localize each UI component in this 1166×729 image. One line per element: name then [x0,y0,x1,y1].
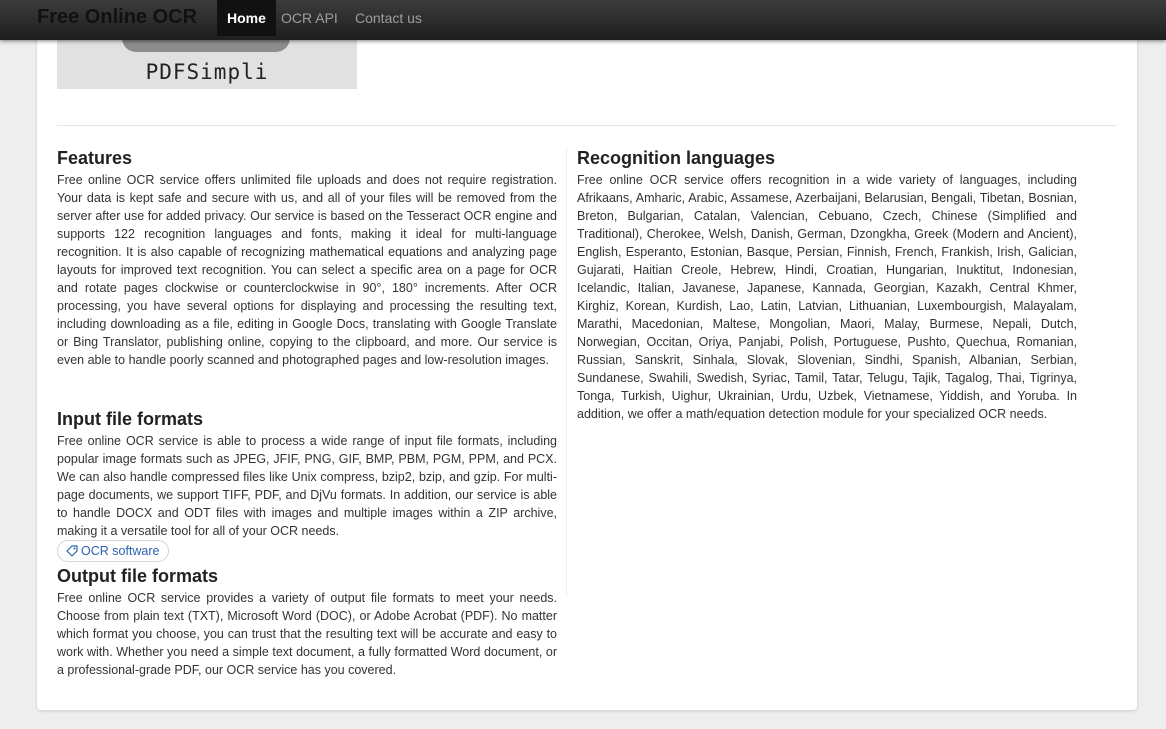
features-heading: Features [57,148,133,168]
nav-ocr-api[interactable]: OCR API [281,10,338,26]
languages-text: Free online OCR service offers recognition in a wide variety of languages, including Afrikaans, Amharic, Arabic, Assamese, Azerbaijani, Belarusian, Bengali, Tibetan, Bosnian, Breton, Bulgarian, Catalan, Valencian, Cebuano, Czech, Chinese (Simplified and Traditional), Cherokee, Welsh, Danish, German, Dzongkha, Greek (Modern and Ancient), English, Esperanto, Estonian, Basque, Persian, Finnish, French, Frankish, Irish, Galician, Gujarati, Haitian Creole, Hebrew, Hindi, Croatian, Hungarian, Inuktitut, Indonesian, Icelandic, Italian, Javanese, Japanese, Kannada, Georgian, Kazakh, Central Khmer, Kirghiz, Korean, Kurdish, Lao, Latin, Latvian, Lithuanian, Luxembourgish, Malayalam, Marathi, Macedonian, Maltese, Mongolian, Maori, Malay, Burmese, Nepali, Dutch, Norwegian, Occitan, Oriya, Panjabi, Polish, Portuguese, Pushto, Quechua, Romanian, Russian, Sanskrit, Sinhala, Slovak, Slovenian, Sindhi, Spanish, Albanian, Serbian, Sundanese, Swahili, Swedish, Syriac, Tamil, Tatar, Telugu, Tajik, Tagalog, Thai, Tigrinya, Tonga, Turkish, Uighur, Ukrainian, Urdu, Uzbek, Vietnamese, Yiddish, and Yoruba. In addition, we offer a math/equation detection module for your specialized OCR needs. [577,173,1077,421]
top-navbar [0,0,1166,40]
nav-home[interactable]: Home [217,0,276,36]
section-divider [57,125,1117,126]
tag-icon [66,545,78,557]
languages-heading: Recognition languages [577,148,776,168]
ocr-software-tag[interactable] [57,540,169,562]
site-brand[interactable]: Free Online OCR [37,6,198,28]
features-text: Free online OCR service offers unlimited file uploads and does not require registration. Your data is kept safe and secure with us, and all of your files will be removed from the server after use for added privacy. Our service is based on the Tesseract OCR engine and supports 122 recognition languages and fonts, making it ideal for multi-language recognition. It is also capable of recognizing mathematical equations and analyzing page layouts for improved text recognition. You can select a specific area on a page for OCR and rotate pages clockwise or counterclockwise in 90°, 180° increments. After OCR processing, you have several options for displaying and processing the resulting text, including downloading as a file, editing in Google Docs, translating with Google Translate or Bing Translator, publishing online, copying to the clipboard, and more. Our service is even able to handle poorly scanned and photographed pages and low-resolution images. [57,173,557,367]
column-divider [566,147,567,597]
input-formats-text: Free online OCR service is able to process a wide range of input file formats, including popular image formats such as JPEG, JFIF, PNG, GIF, BMP, PBM, PGM, PPM, and PCX. We can also handle compressed files like Unix compress, bzip2, bzip, and gzip. For multi-page documents, we support TIFF, PDF, and DjVu formats. In addition, our service is able to handle DOCX and ODT files with images and multiple images within a ZIP archive, making it a versatile tool for all of your OCR needs. [57,434,557,538]
output-formats-heading: Output file formats [57,566,218,586]
tag-label: OCR software [81,544,160,558]
input-formats-heading: Input file formats [57,409,204,429]
ad-logo-text: PDFSimpli [145,60,269,84]
nav-contact-us[interactable]: Contact us [355,10,422,26]
output-formats-text: Free online OCR service provides a variety of output file formats to meet your needs. Choose from plain text (TXT), Microsoft Word (DOC), or Adobe Acrobat (PDF). No matter which format you choose, you can trust that the resulting text will be accurate and easy to work with. Whether you need a simple text document, a fully formatted Word document, or a professional-grade PDF, our OCR service has you covered. [57,591,557,677]
